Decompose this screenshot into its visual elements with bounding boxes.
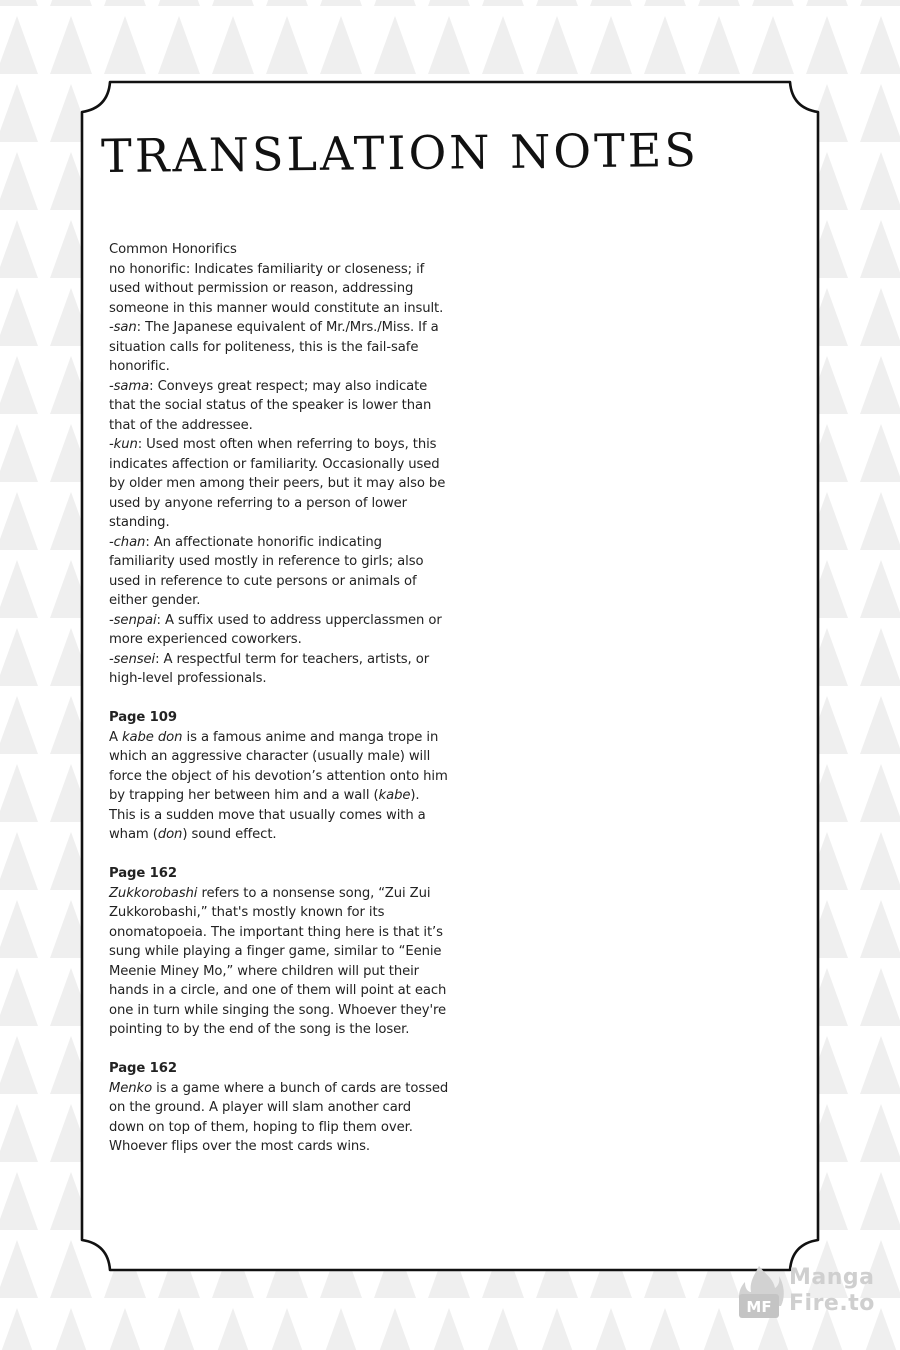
note-page-heading: Page 162 xyxy=(109,1061,177,1076)
note-term: Menko xyxy=(109,1080,153,1096)
note-body xyxy=(109,728,449,845)
honorific-entry xyxy=(109,377,449,436)
note-term: don xyxy=(157,827,183,842)
note-term: kabe don xyxy=(122,729,183,745)
note-text: ). This is a sudden move that usually comes with a wham ( xyxy=(109,788,426,842)
honorific-entry xyxy=(109,318,449,377)
note-body xyxy=(109,1079,449,1157)
flame-badge-icon xyxy=(735,1264,785,1320)
honorific-term: -sama xyxy=(109,378,150,394)
honorific-entry xyxy=(109,611,449,650)
honorific-desc: : An affectionate honorific indicating familiarity used mostly in reference to girls; also used in reference to cute persons or animals of either gender. xyxy=(109,534,424,608)
note-page-heading: Page 109 xyxy=(109,710,177,725)
note-body xyxy=(109,884,449,1040)
honorific-desc: : Indicates familiarity or closeness; if used without permission or reason, addressing someone in this manner would constitute an insult. xyxy=(109,261,444,316)
note-text: refers to a nonsense song, “Zui Zui Zukkorobashi,” that's mostly known for its onomatopoeia. The important thing here is that it’s sung while playing a finger game, similar to “Eenie Meenie Miney Mo,” where children will put their hands in a circle, and one of them will point at each one in turn while singing the song. Whoever they're pointing to by the end of the song is the loser. xyxy=(109,885,447,1037)
page-title: TRANSLATION NOTES xyxy=(100,122,700,184)
honorific-term: no honorific xyxy=(109,261,186,277)
note-term: Zukkorobashi xyxy=(109,885,198,901)
honorific-desc: : A respectful term for teachers, artists, or high-level professionals. xyxy=(109,651,430,686)
watermark-line1: Manga xyxy=(789,1265,875,1290)
note-page-heading: Page 162 xyxy=(109,866,177,881)
honorific-desc: : Used most often when referring to boys, this indicates affection or familiarity. Occasionally used by older men among their peers, but it may also be used by anyone referring to a person of lower standing. xyxy=(109,437,446,530)
note-term: kabe xyxy=(378,788,411,803)
note-text: ) sound effect. xyxy=(182,827,277,842)
honorific-desc: : The Japanese equivalent of Mr./Mrs./Miss. If a situation calls for politeness, this is the fail-safe honorific. xyxy=(109,320,439,374)
note-text: is a famous anime and manga trope in which an aggressive character (usually male) will force the object of his devotion’s attention onto him by trapping her between him and a wall ( xyxy=(109,729,448,803)
note-text: is a game where a bunch of cards are tossed on the ground. A player will slam another card down on top of them, hoping to flip them over. Whoever flips over the most cards wins. xyxy=(109,1080,449,1154)
honorific-term: -chan xyxy=(109,534,146,550)
honorific-term: -sensei xyxy=(109,651,156,667)
honorific-term: -senpai xyxy=(109,612,157,628)
notes-content xyxy=(109,240,449,1157)
note-text: A xyxy=(109,729,123,745)
badge-text: MF xyxy=(746,1298,772,1316)
honorific-desc: : Conveys great respect; may also indicate that the social status of the speaker is lower than that of the addressee. xyxy=(109,378,432,433)
honorific-entry xyxy=(109,650,449,689)
honorifics-heading: Common Honorifics xyxy=(109,242,237,257)
watermark-line2: Fire.to xyxy=(789,1291,875,1316)
honorific-term: -san xyxy=(109,320,137,335)
honorific-entry xyxy=(109,435,449,533)
honorific-desc: : A suffix used to address upperclassmen or more experienced coworkers. xyxy=(109,612,442,647)
honorific-term: -kun xyxy=(109,437,138,452)
honorific-entry xyxy=(109,260,449,319)
honorific-entry xyxy=(109,533,449,611)
watermark-logo xyxy=(735,1262,885,1322)
